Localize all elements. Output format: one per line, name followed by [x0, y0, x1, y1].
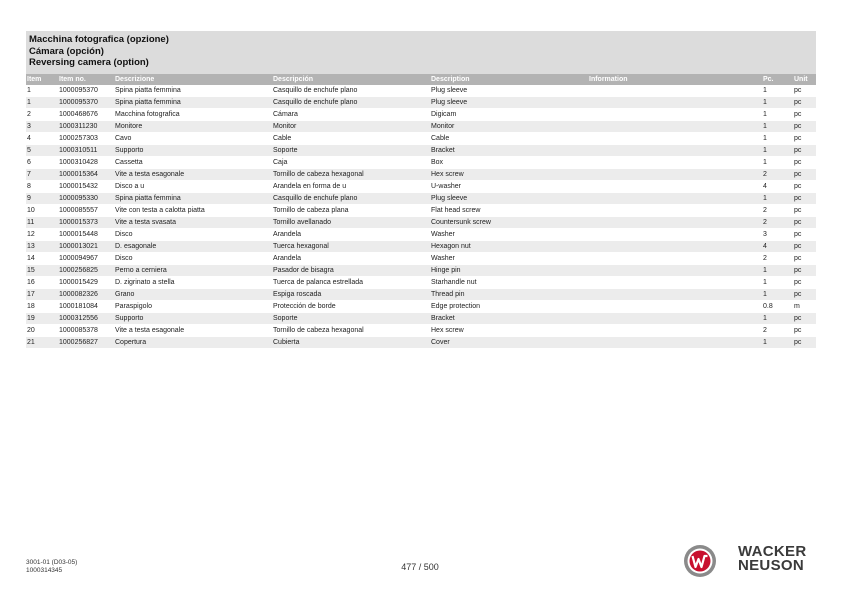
- cell-item-no: 1000082326: [58, 289, 114, 301]
- cell-unit: pc: [793, 253, 816, 265]
- table-row: [26, 229, 816, 241]
- cell-descripcion: Casquillo de enchufe plano: [272, 193, 430, 205]
- cell-information: [588, 97, 762, 109]
- cell-pc: 1: [762, 277, 793, 289]
- cell-item: 5: [26, 145, 58, 157]
- cell-descrizione: Cassetta: [114, 157, 272, 169]
- brand-line-2: NEUSON: [738, 557, 804, 574]
- col-header-information: Information: [588, 74, 762, 85]
- cell-description: Hex screw: [430, 169, 588, 181]
- cell-information: [588, 229, 762, 241]
- cell-item-no: 1000095370: [58, 97, 114, 109]
- cell-descripcion: Cable: [272, 133, 430, 145]
- table-row: [26, 181, 816, 193]
- col-header-unit: Unit: [793, 74, 816, 85]
- cell-descrizione: Macchina fotografica: [114, 109, 272, 121]
- table-row: [26, 277, 816, 289]
- cell-item: 1: [26, 85, 58, 97]
- cell-pc: 1: [762, 133, 793, 145]
- cell-descrizione: Vite con testa a calotta piatta: [114, 205, 272, 217]
- cell-unit: pc: [793, 169, 816, 181]
- cell-item: 10: [26, 205, 58, 217]
- brand-wordmark: [738, 545, 806, 573]
- cell-item-no: 1000095330: [58, 193, 114, 205]
- col-header-descrizione: Descrizione: [114, 74, 272, 85]
- cell-descripcion: Arandela: [272, 229, 430, 241]
- table-row: [26, 145, 816, 157]
- cell-information: [588, 289, 762, 301]
- cell-descripcion: Casquillo de enchufe plano: [272, 97, 430, 109]
- cell-information: [588, 313, 762, 325]
- cell-unit: m: [793, 301, 816, 313]
- cell-information: [588, 205, 762, 217]
- cell-item: 9: [26, 193, 58, 205]
- cell-item: 12: [26, 229, 58, 241]
- cell-unit: pc: [793, 85, 816, 97]
- cell-unit: pc: [793, 157, 816, 169]
- cell-information: [588, 277, 762, 289]
- cell-information: [588, 121, 762, 133]
- cell-descrizione: Spina piatta femmina: [114, 193, 272, 205]
- cell-pc: 2: [762, 217, 793, 229]
- cell-descripcion: Tornillo de cabeza hexagonal: [272, 325, 430, 337]
- footer-doc-number: 1000314345: [26, 567, 63, 574]
- title-english: Reversing camera (option): [29, 57, 149, 68]
- cell-item-no: 1000256827: [58, 337, 114, 349]
- cell-pc: 2: [762, 253, 793, 265]
- cell-descripcion: Arandela: [272, 253, 430, 265]
- cell-item: 16: [26, 277, 58, 289]
- cell-pc: 1: [762, 289, 793, 301]
- col-header-descripcion: Descripción: [272, 74, 430, 85]
- cell-item-no: 1000256825: [58, 265, 114, 277]
- wacker-neuson-logo-icon: [683, 544, 717, 578]
- cell-description: Plug sleeve: [430, 193, 588, 205]
- cell-pc: 1: [762, 109, 793, 121]
- cell-information: [588, 145, 762, 157]
- cell-item-no: 1000181084: [58, 301, 114, 313]
- cell-description: Starhandle nut: [430, 277, 588, 289]
- cell-item-no: 1000468676: [58, 109, 114, 121]
- cell-descripcion: Caja: [272, 157, 430, 169]
- parts-table: [26, 74, 816, 349]
- cell-item-no: 1000015364: [58, 169, 114, 181]
- cell-descripcion: Protección de borde: [272, 301, 430, 313]
- table-row: [26, 205, 816, 217]
- table-row: [26, 301, 816, 313]
- brand-line-1: WACKER: [738, 543, 807, 560]
- cell-item-no: 1000310511: [58, 145, 114, 157]
- cell-unit: pc: [793, 97, 816, 109]
- cell-pc: 3: [762, 229, 793, 241]
- cell-item: 8: [26, 181, 58, 193]
- cell-item: 19: [26, 313, 58, 325]
- cell-descrizione: Perno a cerniera: [114, 265, 272, 277]
- cell-description: Hex screw: [430, 325, 588, 337]
- cell-description: U-washer: [430, 181, 588, 193]
- col-header-item: Item: [26, 74, 58, 85]
- cell-information: [588, 109, 762, 121]
- cell-descrizione: Disco: [114, 253, 272, 265]
- cell-information: [588, 169, 762, 181]
- cell-unit: pc: [793, 289, 816, 301]
- cell-item-no: 1000095370: [58, 85, 114, 97]
- section-title-box: [26, 31, 816, 74]
- table-row: [26, 157, 816, 169]
- cell-item: 15: [26, 265, 58, 277]
- cell-pc: 1: [762, 97, 793, 109]
- cell-description: Bracket: [430, 313, 588, 325]
- cell-item-no: 1000015429: [58, 277, 114, 289]
- cell-unit: pc: [793, 229, 816, 241]
- cell-information: [588, 241, 762, 253]
- cell-information: [588, 85, 762, 97]
- cell-descrizione: Vite a testa svasata: [114, 217, 272, 229]
- cell-information: [588, 253, 762, 265]
- cell-pc: 2: [762, 325, 793, 337]
- cell-information: [588, 193, 762, 205]
- table-row: [26, 289, 816, 301]
- cell-descrizione: Grano: [114, 289, 272, 301]
- footer-doc-info: [26, 559, 77, 575]
- cell-information: [588, 337, 762, 349]
- cell-pc: 1: [762, 145, 793, 157]
- table-row: [26, 193, 816, 205]
- table-row: [26, 313, 816, 325]
- cell-description: Thread pin: [430, 289, 588, 301]
- cell-descripcion: Tornillo avellanado: [272, 217, 430, 229]
- cell-description: Washer: [430, 253, 588, 265]
- col-header-description: Description: [430, 74, 588, 85]
- cell-descripcion: Casquillo de enchufe plano: [272, 85, 430, 97]
- cell-item-no: 1000015432: [58, 181, 114, 193]
- table-row: [26, 265, 816, 277]
- cell-descrizione: Supporto: [114, 313, 272, 325]
- cell-information: [588, 181, 762, 193]
- cell-pc: 1: [762, 157, 793, 169]
- cell-item-no: 1000257303: [58, 133, 114, 145]
- cell-information: [588, 301, 762, 313]
- cell-item-no: 1000312556: [58, 313, 114, 325]
- cell-item-no: 1000094967: [58, 253, 114, 265]
- cell-description: Digicam: [430, 109, 588, 121]
- cell-item: 1: [26, 97, 58, 109]
- table-row: [26, 97, 816, 109]
- cell-pc: 0.8: [762, 301, 793, 313]
- cell-descripcion: Monitor: [272, 121, 430, 133]
- cell-item-no: 1000085378: [58, 325, 114, 337]
- cell-pc: 2: [762, 169, 793, 181]
- cell-descrizione: Vite a testa esagonale: [114, 169, 272, 181]
- cell-description: Box: [430, 157, 588, 169]
- table-row: [26, 133, 816, 145]
- cell-descrizione: Disco: [114, 229, 272, 241]
- cell-item: 6: [26, 157, 58, 169]
- cell-descrizione: Paraspigolo: [114, 301, 272, 313]
- title-spanish: Cámara (opción): [29, 45, 104, 57]
- cell-item: 17: [26, 289, 58, 301]
- cell-description: Plug sleeve: [430, 97, 588, 109]
- cell-unit: pc: [793, 205, 816, 217]
- cell-descripcion: Soporte: [272, 313, 430, 325]
- cell-descripcion: Soporte: [272, 145, 430, 157]
- table-header-row: [26, 74, 816, 85]
- cell-item: 18: [26, 301, 58, 313]
- cell-description: Edge protection: [430, 301, 588, 313]
- cell-item: 11: [26, 217, 58, 229]
- cell-pc: 1: [762, 121, 793, 133]
- cell-unit: pc: [793, 337, 816, 349]
- cell-pc: 1: [762, 313, 793, 325]
- cell-descripcion: Tuerca de palanca estrellada: [272, 277, 430, 289]
- cell-unit: pc: [793, 313, 816, 325]
- cell-item-no: 1000310428: [58, 157, 114, 169]
- cell-unit: pc: [793, 193, 816, 205]
- cell-descrizione: D. esagonale: [114, 241, 272, 253]
- cell-description: Cover: [430, 337, 588, 349]
- table-row: [26, 241, 816, 253]
- cell-item-no: 1000311230: [58, 121, 114, 133]
- cell-unit: pc: [793, 133, 816, 145]
- cell-information: [588, 157, 762, 169]
- cell-unit: pc: [793, 325, 816, 337]
- cell-description: Hexagon nut: [430, 241, 588, 253]
- table-row: [26, 217, 816, 229]
- cell-item-no: 1000015448: [58, 229, 114, 241]
- cell-item: 14: [26, 253, 58, 265]
- cell-information: [588, 265, 762, 277]
- col-header-pc: Pc.: [762, 74, 793, 85]
- cell-item: 20: [26, 325, 58, 337]
- table-row: [26, 109, 816, 121]
- cell-descripcion: Tuerca hexagonal: [272, 241, 430, 253]
- cell-descripcion: Cámara: [272, 109, 430, 121]
- cell-descrizione: Copertura: [114, 337, 272, 349]
- cell-pc: 1: [762, 265, 793, 277]
- cell-description: Plug sleeve: [430, 85, 588, 97]
- cell-item: 4: [26, 133, 58, 145]
- cell-descrizione: Spina piatta femmina: [114, 97, 272, 109]
- cell-pc: 4: [762, 241, 793, 253]
- cell-pc: 2: [762, 205, 793, 217]
- cell-description: Countersunk screw: [430, 217, 588, 229]
- cell-unit: pc: [793, 145, 816, 157]
- cell-descripcion: Tornillo de cabeza hexagonal: [272, 169, 430, 181]
- table-row: [26, 121, 816, 133]
- cell-descripcion: Espiga roscada: [272, 289, 430, 301]
- cell-unit: pc: [793, 265, 816, 277]
- cell-item-no: 1000013021: [58, 241, 114, 253]
- cell-description: Washer: [430, 229, 588, 241]
- footer-doc-code: 3001-01 (D03-05): [26, 559, 78, 566]
- cell-description: Cable: [430, 133, 588, 145]
- cell-information: [588, 133, 762, 145]
- cell-unit: pc: [793, 277, 816, 289]
- cell-information: [588, 325, 762, 337]
- cell-descrizione: Disco a u: [114, 181, 272, 193]
- cell-pc: 4: [762, 181, 793, 193]
- cell-descripcion: Pasador de bisagra: [272, 265, 430, 277]
- cell-item: 21: [26, 337, 58, 349]
- cell-unit: pc: [793, 181, 816, 193]
- cell-item: 3: [26, 121, 58, 133]
- cell-item: 2: [26, 109, 58, 121]
- cell-unit: pc: [793, 121, 816, 133]
- cell-description: Bracket: [430, 145, 588, 157]
- cell-unit: pc: [793, 109, 816, 121]
- table-row: [26, 325, 816, 337]
- cell-unit: pc: [793, 217, 816, 229]
- cell-item-no: 1000015373: [58, 217, 114, 229]
- cell-information: [588, 217, 762, 229]
- cell-description: Monitor: [430, 121, 588, 133]
- table-row: [26, 337, 816, 349]
- cell-item: 13: [26, 241, 58, 253]
- table-row: [26, 253, 816, 265]
- cell-descrizione: Cavo: [114, 133, 272, 145]
- cell-descripcion: Arandela en forma de u: [272, 181, 430, 193]
- cell-descripcion: Tornillo de cabeza plana: [272, 205, 430, 217]
- cell-item: 7: [26, 169, 58, 181]
- cell-descrizione: Spina piatta femmina: [114, 85, 272, 97]
- cell-item-no: 1000085557: [58, 205, 114, 217]
- cell-unit: pc: [793, 241, 816, 253]
- cell-descrizione: D. zigrinato a stella: [114, 277, 272, 289]
- cell-descrizione: Supporto: [114, 145, 272, 157]
- cell-descrizione: Vite a testa esagonale: [114, 325, 272, 337]
- cell-pc: 1: [762, 193, 793, 205]
- cell-description: Hinge pin: [430, 265, 588, 277]
- page-number: 477 / 500: [401, 562, 439, 572]
- cell-description: Flat head screw: [430, 205, 588, 217]
- cell-descrizione: Monitore: [114, 121, 272, 133]
- cell-pc: 1: [762, 85, 793, 97]
- title-italian: Macchina fotografica (opzione): [29, 34, 169, 45]
- cell-pc: 1: [762, 337, 793, 349]
- col-header-item-no: Item no.: [58, 74, 114, 85]
- table-row: [26, 85, 816, 97]
- cell-descripcion: Cubierta: [272, 337, 430, 349]
- table-row: [26, 169, 816, 181]
